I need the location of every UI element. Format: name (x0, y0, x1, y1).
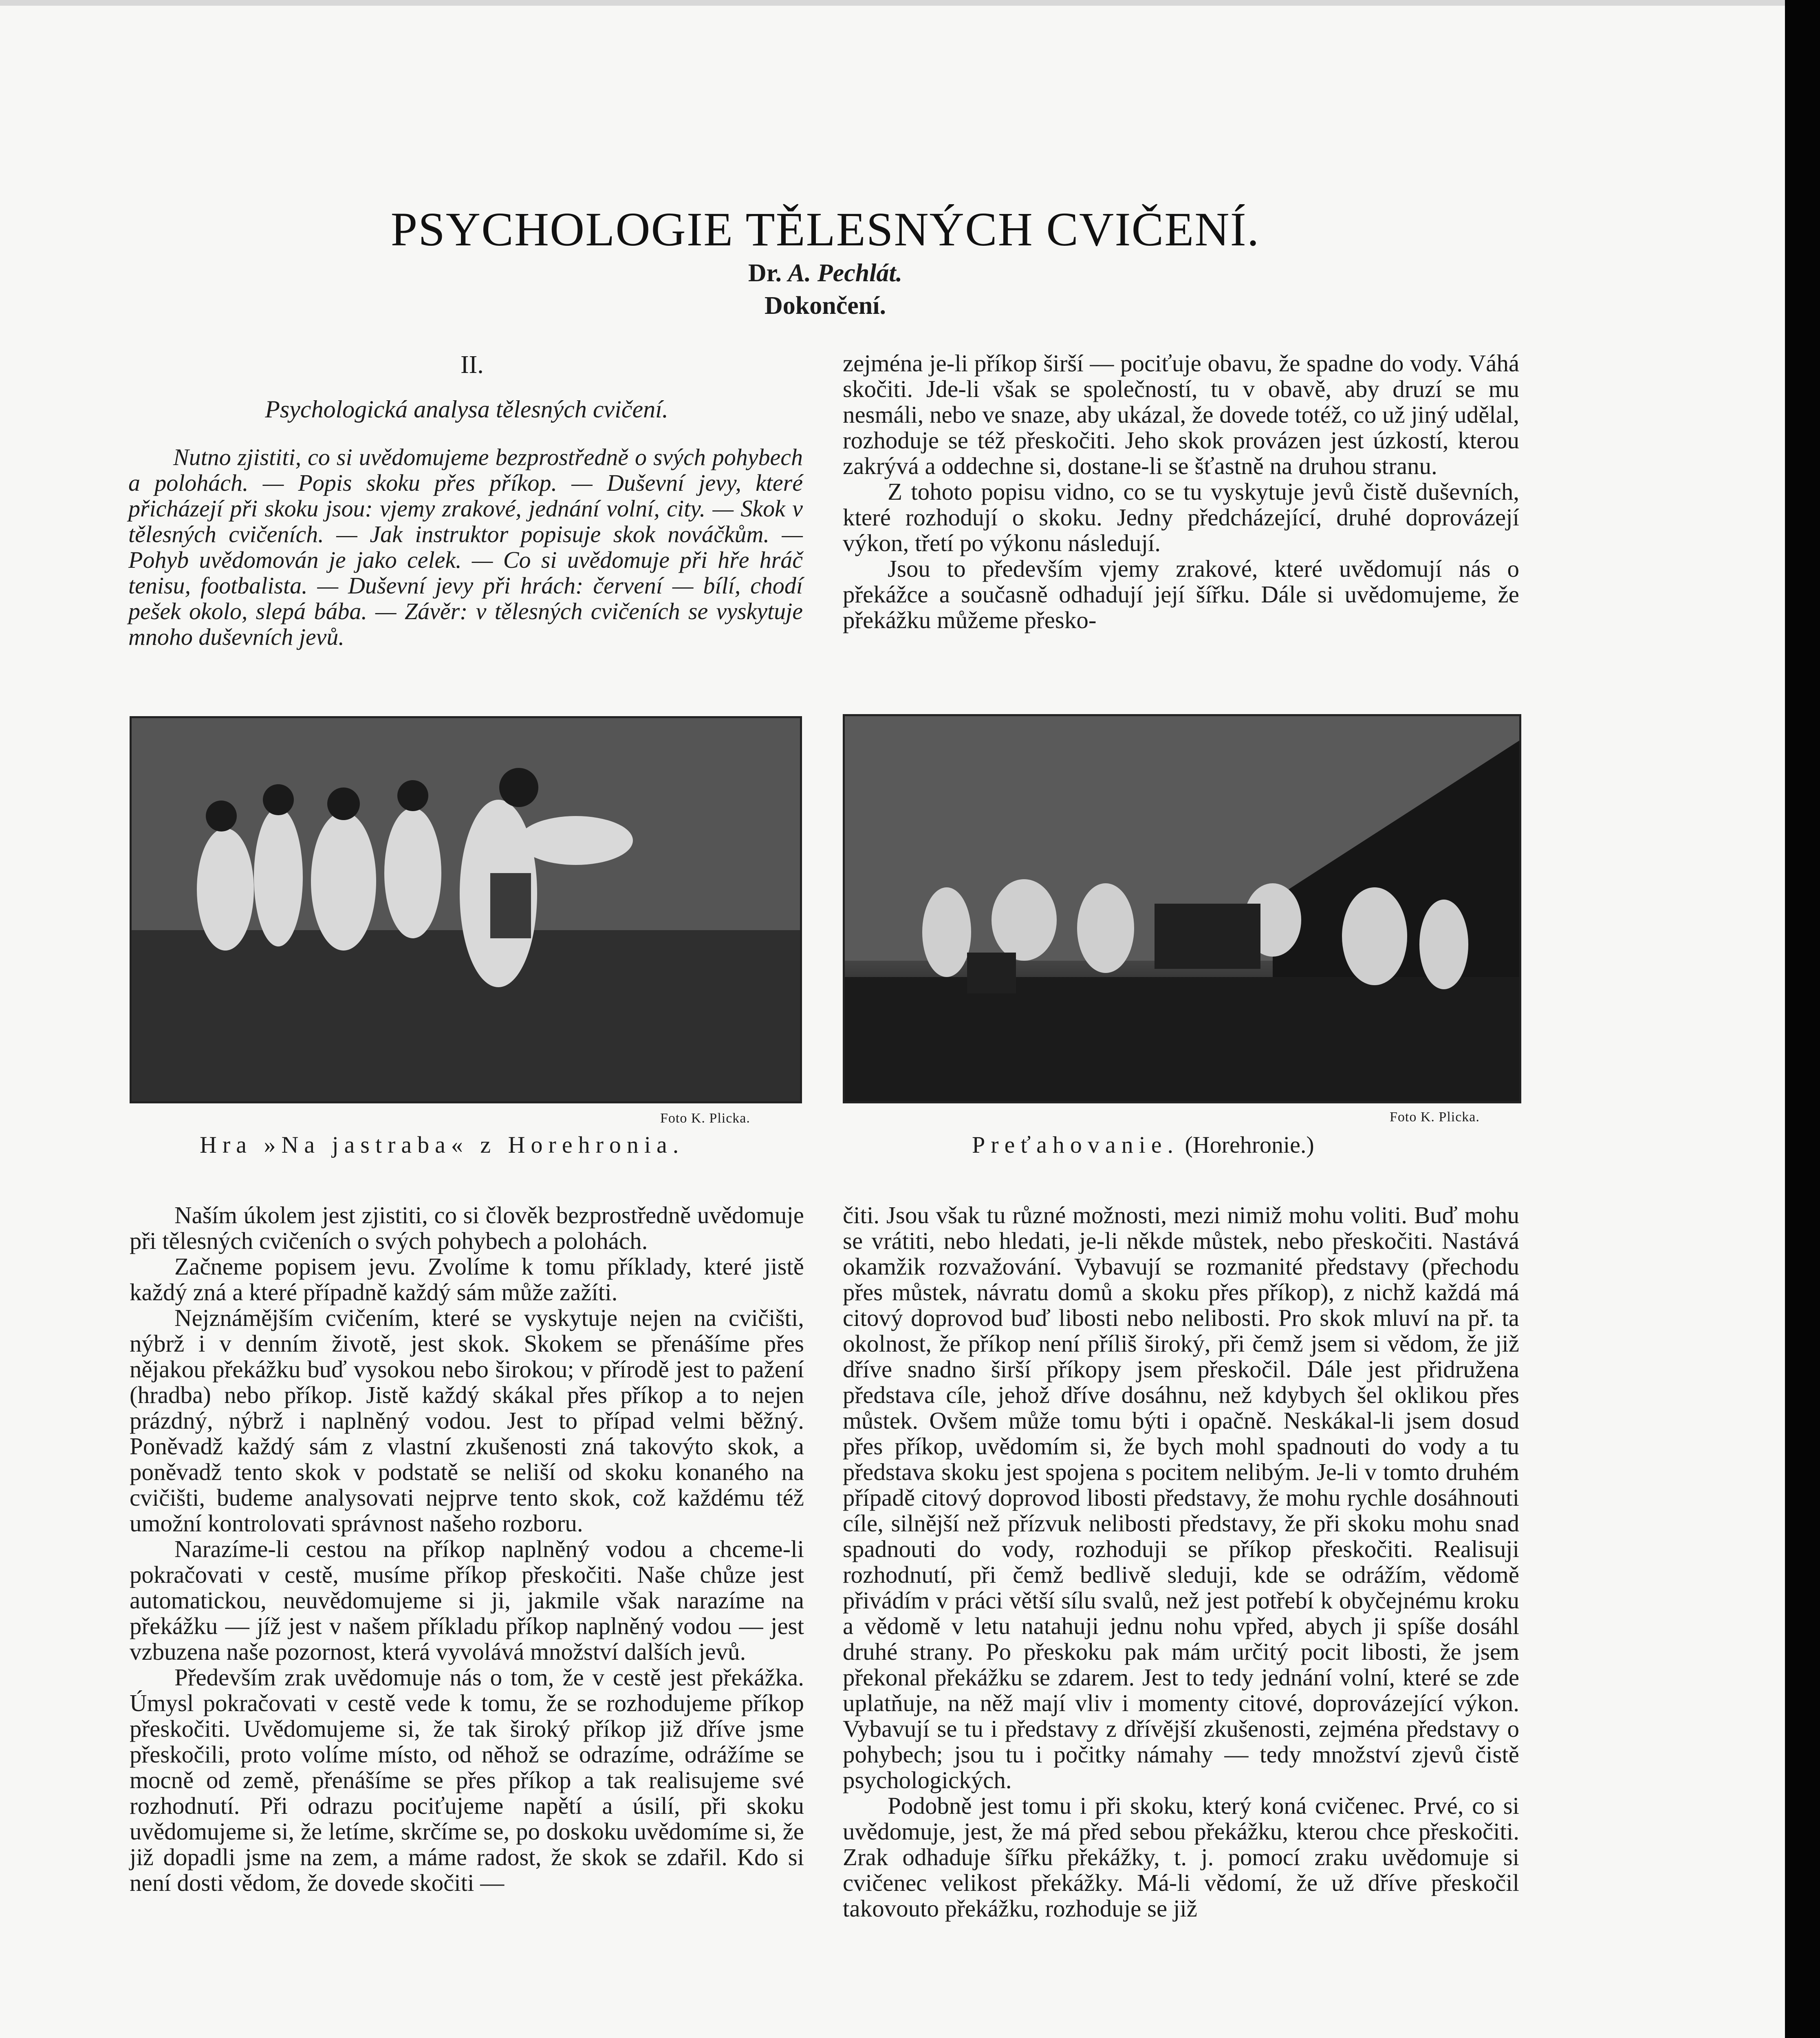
paragraph: Narazíme-li cestou na příkop naplněný vodou a chceme-li pokračovati v cestě, musíme příkop přeskočiti. Naše chůze jest automatickou, neuvědomujeme si ji, jakmile však narazíme na překážku — jíž jest v našem příkladu příkop naplněný vodou — jest vzbuzena naše pozornost, která vyvolává množství dalších jevů. (130, 1535, 804, 1665)
photo-credit: Foto K. Plicka. (660, 1111, 750, 1126)
photo-tug-of-war (843, 714, 1521, 1103)
paragraph: Z tohoto popisu vidno, co se tu vyskytuje jevů čistě duševních, které rozhodují o skoku. Jedny předcházející, druhé doprovázejí výkon, třetí po výkonu následují. (843, 478, 1519, 556)
caption-text: Hra »Na jastraba« z Horehronia. (200, 1131, 685, 1158)
photo-folk-dance (130, 716, 802, 1103)
caption-text: Preťahovanie. (972, 1131, 1179, 1158)
continuation-note: Dokončení. (765, 292, 886, 320)
caption-text-rest: (Horehronie.) (1185, 1131, 1314, 1158)
figure-caption (200, 1131, 684, 1158)
article-title: PSYCHOLOGIE TĚLESNÝCH CVIČENÍ. (390, 203, 1260, 256)
photo-credit: Foto K. Plicka. (1390, 1109, 1480, 1125)
top-right-column (843, 351, 1519, 633)
folk-dance-photo-icon (132, 718, 800, 1101)
paragraph: Začneme popisem jevu. Zvolíme k tomu příklady, které jistě každý zná a které případně každý sám může zažíti. (130, 1253, 804, 1306)
author-prefix: Dr. (748, 259, 782, 287)
paragraph: zejména je-li příkop širší — pociťuje obavu, že spadne do vody. Váhá skočiti. Jde-li však se společností, tu v obavě, aby druzí se mu nesmáli, nebo ve snaze, aby ukázal, že dovede totéž, co už jiný udělal, rozhoduje se též přeskočiti. Jeho skok provázen jest úzkostí, kterou zakrývá a oddechne si, dostane-li se šťastně na druhou stranu. (843, 350, 1519, 479)
scan-top-edge (0, 0, 1820, 6)
paragraph: Především zrak uvědomuje nás o tom, že v cestě jest překážka. Úmysl pokračovati v cestě vede k tomu, že se rozhodujeme příkop přeskočiti. Uvědomujeme si, že tak široký příkop již dříve jsme přeskočili, proto volíme místo, od něhož se odrazíme, odrážíme se mocně od země, přenášíme se přes příkop a tak realisujeme své rozhodnutí. Při odrazu pociťujeme napětí a úsilí, při skoku uvědomujeme si, že letíme, skrčíme se, po doskoku uvědomíme si, že již dopadli jsme na zem, a máme radost, že skok se zdařil. Kdo si není dosti vědom, že dovede skočiti — (130, 1664, 804, 1896)
figure-caption (972, 1131, 1314, 1158)
body-right-column (843, 1202, 1519, 1921)
section-heading: Psychologická analysa tělesných cvičení. (265, 396, 668, 423)
scan-right-edge (1785, 0, 1820, 2038)
section-number: II. (461, 351, 484, 379)
paragraph: čiti. Jsou však tu různé možnosti, mezi nimiž mohu voliti. Buď mohu se vrátiti, nebo hledati, je-li někde můstek, nebo přeskočiti. Nastává okamžik rozvažování. Vybavují se rozmanité představy (přechodu přes můstek, návratu domů a skoku přes příkop), z nichž každá má citový doprovod buď libosti nebo nelibosti. Pro skok mluví na př. ta okolnost, že příkop není příliš široký, při čemž jsem si vědom, že již dříve snadno širší příkopy jsem přeskočil. Dále jest přidružena představa cíle, jehož dříve dosáhnu, než kdybych šel oklikou přes můstek. Ovšem může tomu býti i opačně. Neskákal-li jsem dosud přes příkop, uvědomím si, že bych mohl spadnouti do vody a tu představa skoku jest spojena s pocitem nelibým. Je-li v tomto druhém případě citový doprovod libosti představy, že mohu rychle dosáhnouti cíle, silnější než přízvuk nelibosti představy, že při skoku mohu snad spadnouti do vody, rozhoduji se příkop přeskočiti. Realisuji rozhodnutí, při čemž bedlivě sleduji, kde se odrážím, vědomě přivádím v práci větší sílu svalů, než jest potřebí k obyčejnému kroku a vědomě v letu natahuji jednu nohu vpřed, abych ji spíše dosáhl druhé strany. Po přeskoku pak mám určitý pocit libosti, že jsem překonal překážku se zdarem. Jest to tedy jednání volní, které se zde uplatňuje, na něž mají vliv i momenty citové, doprovázející výkon. Vybavují se tu i představy z dřívější zkušenosti, zejména představy o pohybech; jsou tu i počitky námahy — tedy množství zjevů čistě psychologických. (843, 1202, 1519, 1793)
paragraph: Jsou to především vjemy zrakové, které uvědomují nás o překážce a současně odhadují její šířku. Dále si uvědomujeme, že překážku můžeme přesko- (843, 555, 1519, 633)
author-line (611, 259, 1039, 288)
section-abstract (128, 444, 803, 650)
paragraph: Podobně jest tomu i při skoku, který koná cvičenec. Prvé, co si uvědomuje, jest, že má před sebou překážku, kterou chce přeskočiti. Zrak odhaduje šířku překážky, t. j. pomocí zraku uvědomuje si cvičenec velikost překážky. Má-li vědomí, že už dříve přeskočil takovouto překážku, rozhoduje se již (843, 1792, 1519, 1922)
abstract-text: Nutno zjistiti, co si uvědomujeme bezprostředně o svých pohybech a polohách. — Popis skoku přes příkop. — Duševní jevy, které přicházejí při skoku jsou: vjemy zrakové, jednání volní, city. — Skok v tělesných cvičeních. — Jak instruktor popisuje skok nováčkům. — Pohyb uvědomován je jako celek. — Co si uvědomuje při hře hráč tenisu, footbalista. — Duševní jevy při hrách: červení — bílí, chodí pešek okolo, slepá bába. — Závěr: v tělesných cvičeních se vyskytuje mnoho duševních jevů. (128, 444, 803, 650)
author-name: A. Pechlát. (788, 259, 903, 287)
body-left-column (130, 1202, 804, 1896)
paragraph: Nejznámějším cvičením, které se vyskytuje nejen na cvičišti, nýbrž i v denním životě, jest skok. Skokem se přenášíme přes nějakou překážku buď vysokou nebo širokou; v přírodě jest to pažení (hradba) nebo příkop. Jistě každý skákal přes příkop a to nejen prázdný, nýbrž i naplněný vodou. Jest to případ velmi běžný. Poněvadž každý sám z vlastní zkušenosti zná takovýto skok, a poněvadž tento skok v podstatě se neliší od skoku konaného na cvičišti, budeme analysovati nejprve tento skok, což každému též umožní kontrolovati správnost našeho rozboru. (130, 1304, 804, 1537)
paragraph: Naším úkolem jest zjistiti, co si člověk bezprostředně uvědomuje při tělesných cvičeních o svých pohybech a polohách. (130, 1202, 804, 1254)
tug-of-war-photo-icon (845, 716, 1519, 1101)
